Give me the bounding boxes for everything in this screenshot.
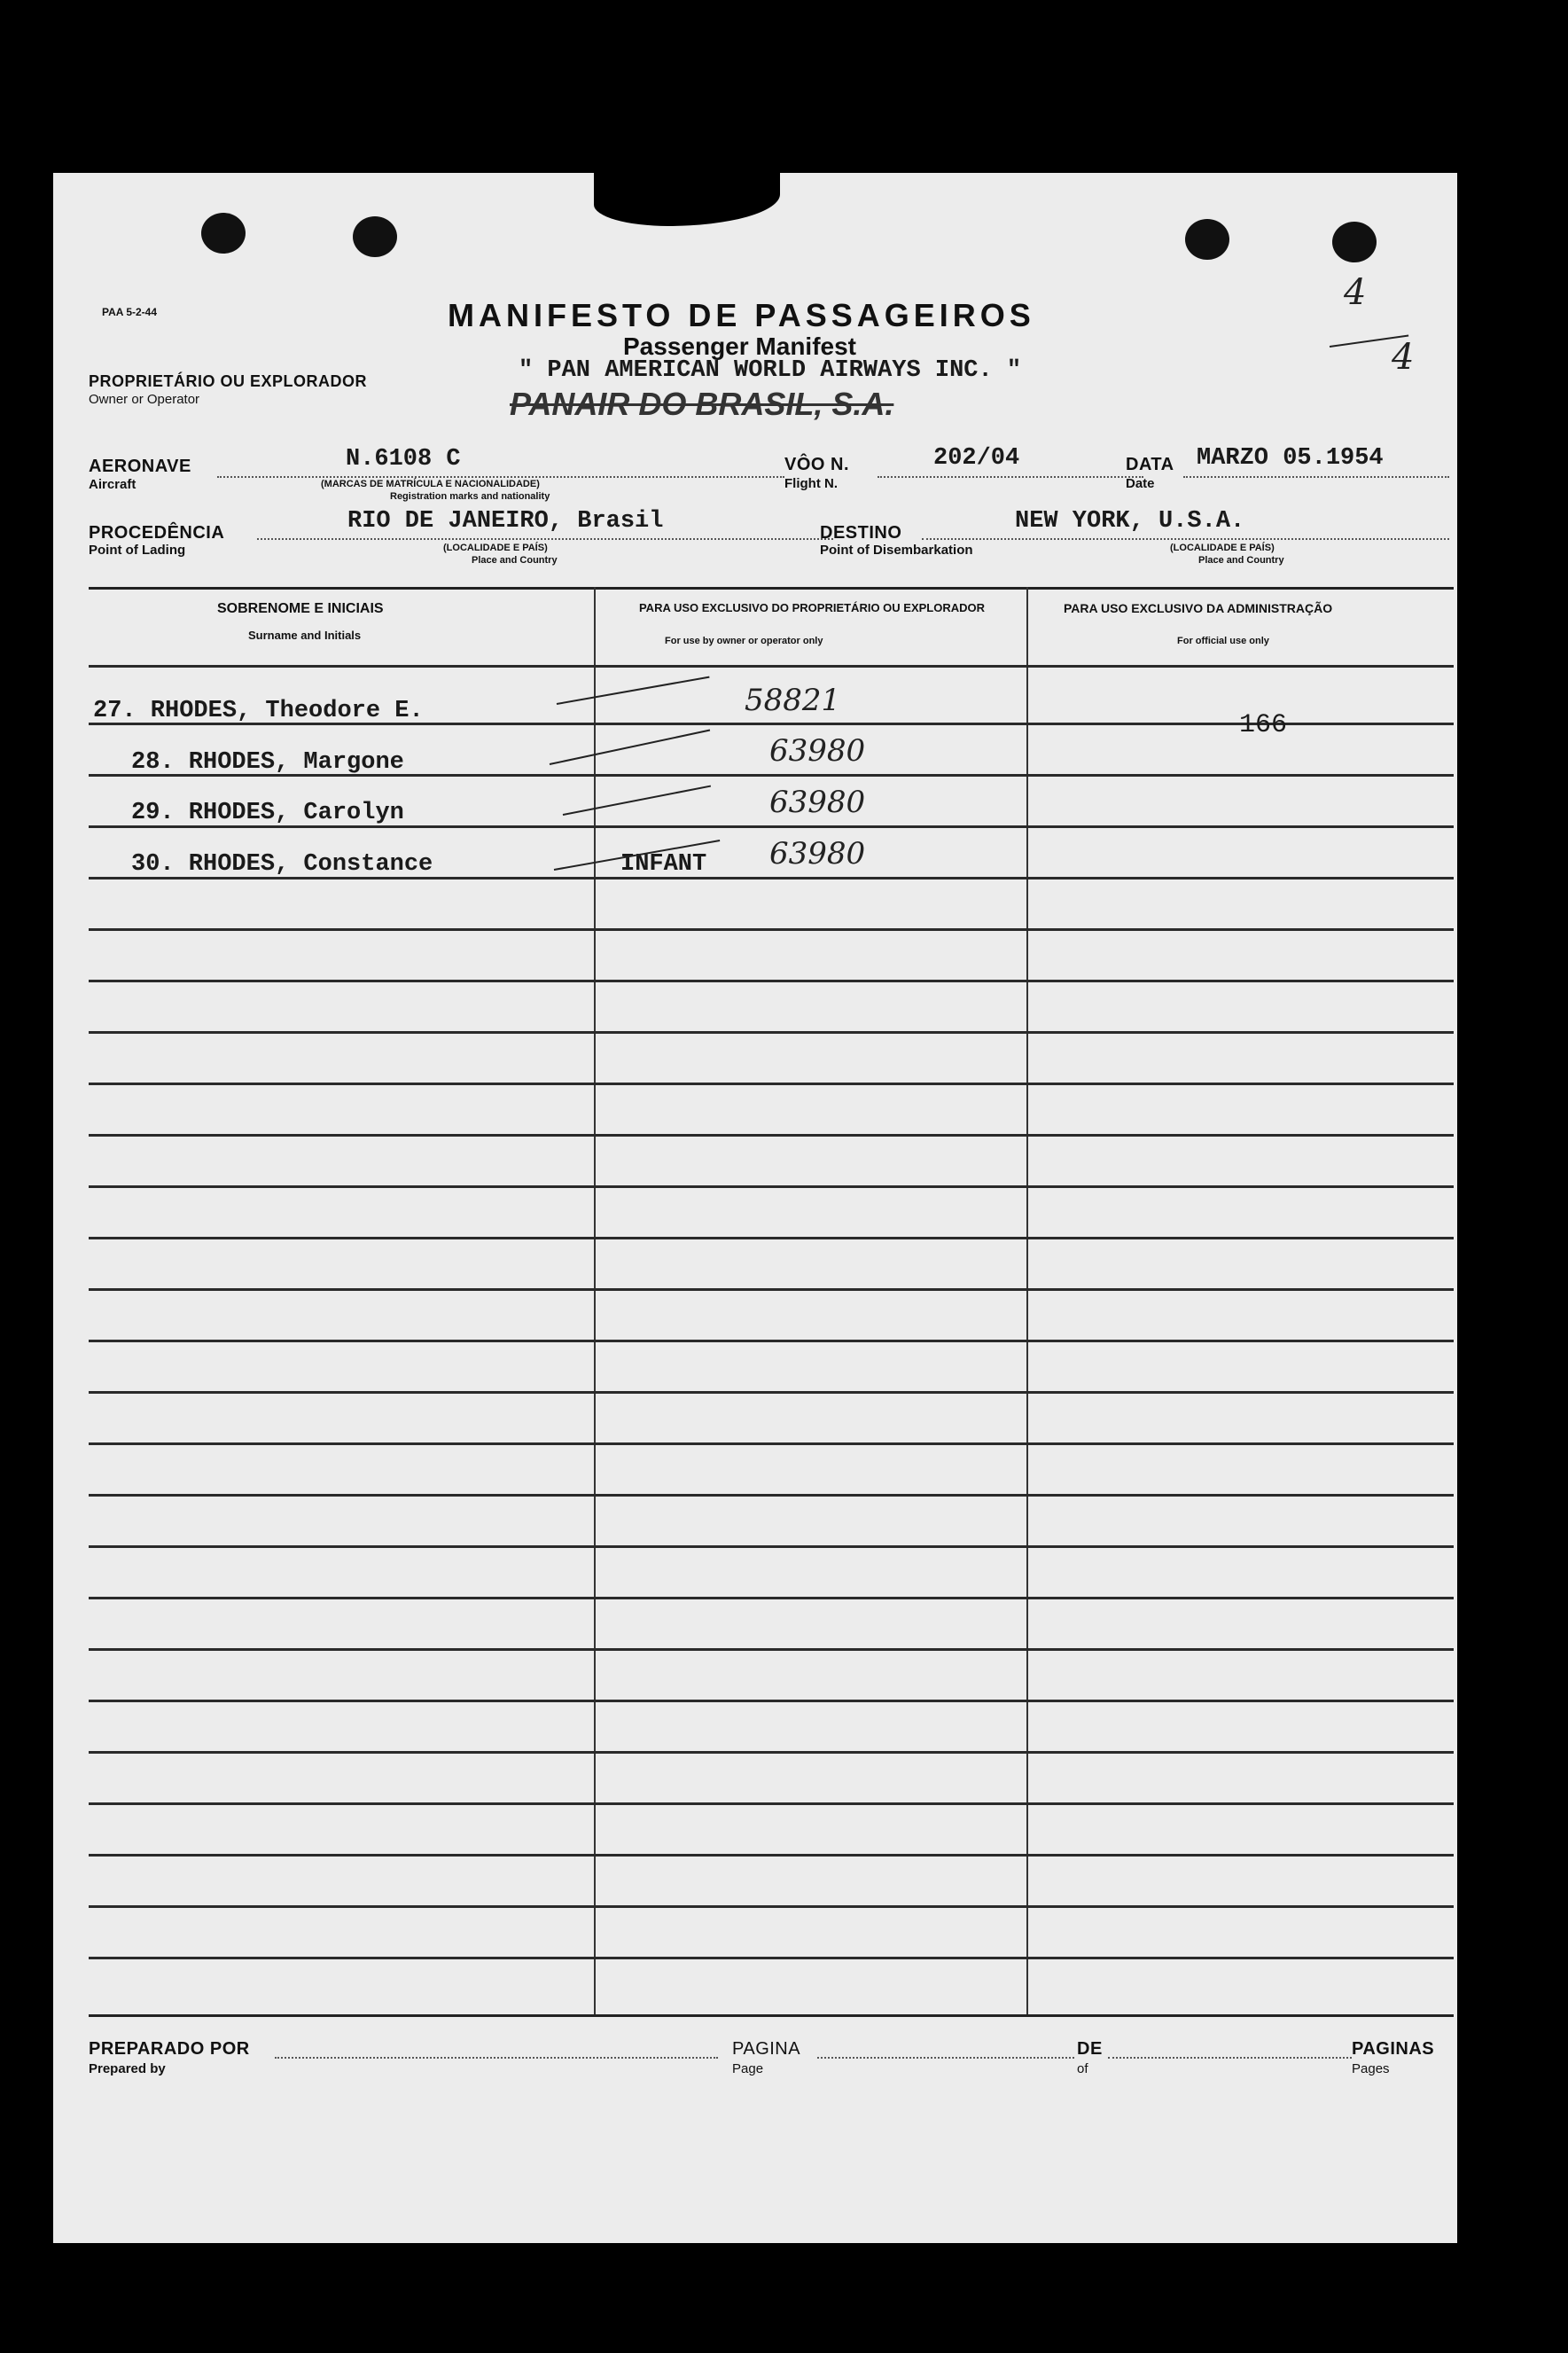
passenger-admin-number: 166 [1239,710,1288,740]
table-row-rule [89,1134,1454,1137]
table-row-rule [89,1288,1454,1291]
column-header-names: SOBRENOME E INICIAIS [217,601,384,616]
table-row-rule [89,1494,1454,1497]
column-header-owner-en: For use by owner or operator only [665,636,823,646]
registration-label-en: Registration marks and nationality [390,491,550,502]
destination-place-label-en: Place and Country [1198,555,1284,566]
table-top-border [89,587,1454,590]
table-row-rule [89,1700,1454,1702]
pages-label: PAGINAS [1352,2039,1435,2059]
destination-line [922,538,1449,540]
prepared-by-label-en: Prepared by [89,2061,166,2076]
column-header-admin: PARA USO EXCLUSIVO DA ADMINISTRAÇÃO [1064,601,1333,615]
table-row-rule [89,1391,1454,1394]
origin-place-label: (LOCALIDADE E PAÍS) [443,543,548,553]
form-title: MANIFESTO DE PASSAGEIROS [448,297,1035,333]
table-row-rule [89,1545,1454,1548]
table-row-rule [89,1031,1454,1034]
column-header-admin-en: For official use only [1177,636,1269,646]
prepared-by-line [275,2057,718,2059]
destination-value: NEW YORK, U.S.A. [1015,508,1245,535]
table-row-rule [89,1802,1454,1805]
of-label: DE [1077,2039,1103,2059]
owner-label: PROPRIETÁRIO OU EXPLORADOR [89,372,368,390]
aircraft-value: N.6108 C [346,446,461,473]
table-row-rule [89,1083,1454,1085]
table-row-rule [89,1340,1454,1342]
flight-label: VÔO N. [784,455,850,474]
company-name: " PAN AMERICAN WORLD AIRWAYS INC. " [519,357,1022,384]
pages-label-en: Pages [1352,2061,1390,2076]
punch-hole [1185,219,1229,260]
flight-line [878,476,1143,478]
of-label-en: of [1077,2061,1088,2076]
aircraft-line [217,476,784,478]
date-line [1183,476,1449,478]
of-line [1108,2057,1352,2059]
column-header-names-en: Surname and Initials [248,629,362,642]
punch-hole [1332,222,1377,262]
date-label: DATA [1126,455,1174,474]
form-code: PAA 5-2-44 [102,306,158,318]
table-row-rule [89,1442,1454,1445]
manifest-sheet [53,173,1457,2243]
punch-hole [201,213,246,254]
destination-place-label: (LOCALIDADE E PAÍS) [1170,543,1275,553]
page-label: PAGINA [732,2039,801,2059]
passenger-strike-line [557,676,710,705]
flight-value: 202/04 [933,445,1020,472]
table-row-rule [89,1648,1454,1651]
origin-label: PROCEDÊNCIA [89,523,225,543]
table-row-rule [89,980,1454,982]
flight-label-en: Flight N. [784,476,838,491]
passenger-name: 28. RHODES, Margone [131,749,404,776]
prepared-by-label: PREPARADO POR [89,2039,250,2059]
table-row-rule [89,1905,1454,1908]
page-label-en: Page [732,2061,764,2076]
page-mark-top: 4 [1344,272,1367,313]
passenger-strike-line [550,730,710,765]
origin-value: RIO DE JANEIRO, Brasil [347,508,664,535]
column-header-owner: PARA USO EXCLUSIVO DO PROPRIETÁRIO OU EXPLORADOR [638,601,986,614]
passenger-name: 29. RHODES, Carolyn [131,800,404,826]
table-row-rule [89,1237,1454,1239]
table-header-rule [89,665,1454,668]
passenger-ticket: 58821 [745,683,841,718]
torn-notch [594,173,780,226]
date-label-en: Date [1126,476,1155,491]
page-mark-bottom: 4 [1392,337,1415,378]
passenger-ticket: 63980 [769,733,866,769]
column-divider-1 [594,587,596,2014]
registration-label: (MARCAS DE MATRÍCULA E NACIONALIDADE) [321,479,540,489]
table-row-rule [89,928,1454,931]
passenger-note: INFANT [620,851,707,878]
table-row-rule [89,1185,1454,1188]
destination-label: DESTINO [820,523,902,543]
passenger-ticket: 63980 [769,785,866,820]
passenger-strike-line [563,786,711,816]
owner-label-en: Owner or Operator [89,392,200,407]
aircraft-label: AERONAVE [89,457,191,476]
form-subtitle: Passenger Manifest [623,332,856,360]
column-divider-2 [1026,587,1028,2014]
table-row-rule [89,1597,1454,1599]
passenger-name: 30. RHODES, Constance [131,851,433,878]
table-row-rule [89,1751,1454,1754]
table-row-rule [89,1854,1454,1857]
origin-place-label-en: Place and Country [472,555,558,566]
passenger-name: 27. RHODES, Theodore E. [93,698,424,724]
destination-label-en: Point of Disembarkation [820,543,973,558]
passenger-ticket: 63980 [769,836,866,872]
origin-line [257,538,833,540]
page-line [817,2057,1074,2059]
aircraft-label-en: Aircraft [89,477,137,492]
table-row-rule [89,1957,1454,1959]
punch-hole [353,216,397,257]
origin-label-en: Point of Lading [89,543,186,558]
table-bottom-border [89,2014,1454,2017]
date-value: MARZO 05.1954 [1197,445,1384,472]
company-struck: PANAIR DO BRASIL, S.A. [510,386,894,422]
